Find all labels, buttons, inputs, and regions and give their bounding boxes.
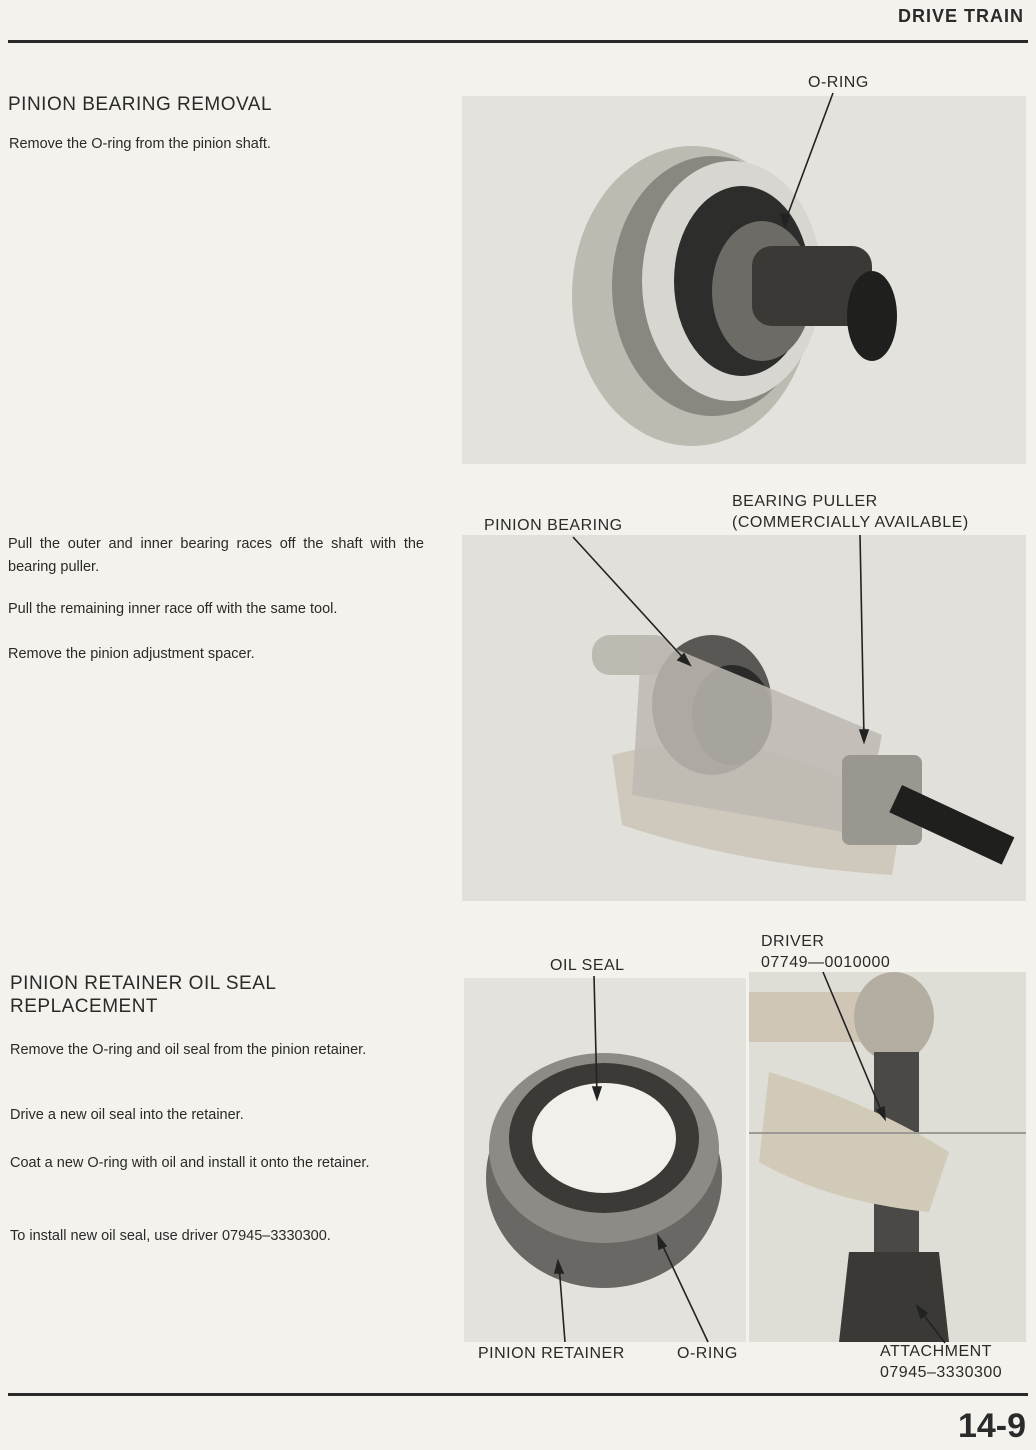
section-title-bearing-removal: PINION BEARING REMOVAL	[8, 94, 273, 115]
callout-pinion-bearing: PINION BEARING	[484, 517, 623, 534]
photo-pinion-shaft	[462, 96, 1026, 464]
callout-bearing-puller	[732, 491, 969, 533]
step-pull-inner-race: Pull the remaining inner race off with the same tool.	[8, 601, 338, 617]
callout-driver	[761, 931, 890, 973]
callout-oring-fig3: O-RING	[677, 1345, 738, 1362]
section-title-oil-seal	[10, 972, 276, 1018]
callout-bearing-puller-line2: (COMMERCIALLY AVAILABLE)	[732, 514, 969, 531]
callout-oring-fig1: O-RING	[808, 74, 869, 91]
callout-driver-line1: DRIVER	[761, 933, 825, 950]
callout-attachment-line2: 07945–3330300	[880, 1364, 1003, 1381]
callout-oil-seal: OIL SEAL	[550, 957, 625, 974]
step-remove-oring: Remove the O-ring from the pinion shaft.	[9, 136, 271, 152]
callout-pinion-retainer: PINION RETAINER	[478, 1345, 625, 1362]
photo-bearing-puller	[462, 535, 1026, 901]
page-number: 14-9	[957, 1407, 1026, 1445]
section-title-oil-seal-line1: PINION RETAINER OIL SEAL	[10, 973, 277, 994]
section-title-oil-seal-line2: REPLACEMENT	[10, 996, 159, 1017]
step-drive-seal: Drive a new oil seal into the retainer.	[10, 1107, 244, 1123]
step-coat-oring: Coat a new O-ring with oil and install it onto the retainer.	[10, 1155, 370, 1171]
step-remove-seal: Remove the O-ring and oil seal from the pinion retainer.	[10, 1042, 367, 1058]
callout-attachment-line1: ATTACHMENT	[880, 1343, 992, 1360]
footer-rule	[8, 1393, 1028, 1396]
callout-attachment	[880, 1341, 1002, 1383]
photo-driver-attachment	[749, 972, 1026, 1342]
header-rule	[8, 40, 1028, 43]
header-section-title: DRIVE TRAIN	[897, 6, 1024, 26]
callout-driver-line2: 07749—0010000	[761, 954, 891, 971]
step-pull-races: Pull the outer and inner bearing races off the shaft with the bearing puller.	[8, 536, 424, 575]
step-remove-spacer: Remove the pinion adjustment spacer.	[8, 646, 255, 662]
callout-bearing-puller-line1: BEARING PULLER	[732, 493, 878, 510]
photo-pinion-retainer	[464, 978, 746, 1342]
step-driver-note: To install new oil seal, use driver 07945–3330300.	[10, 1228, 331, 1244]
